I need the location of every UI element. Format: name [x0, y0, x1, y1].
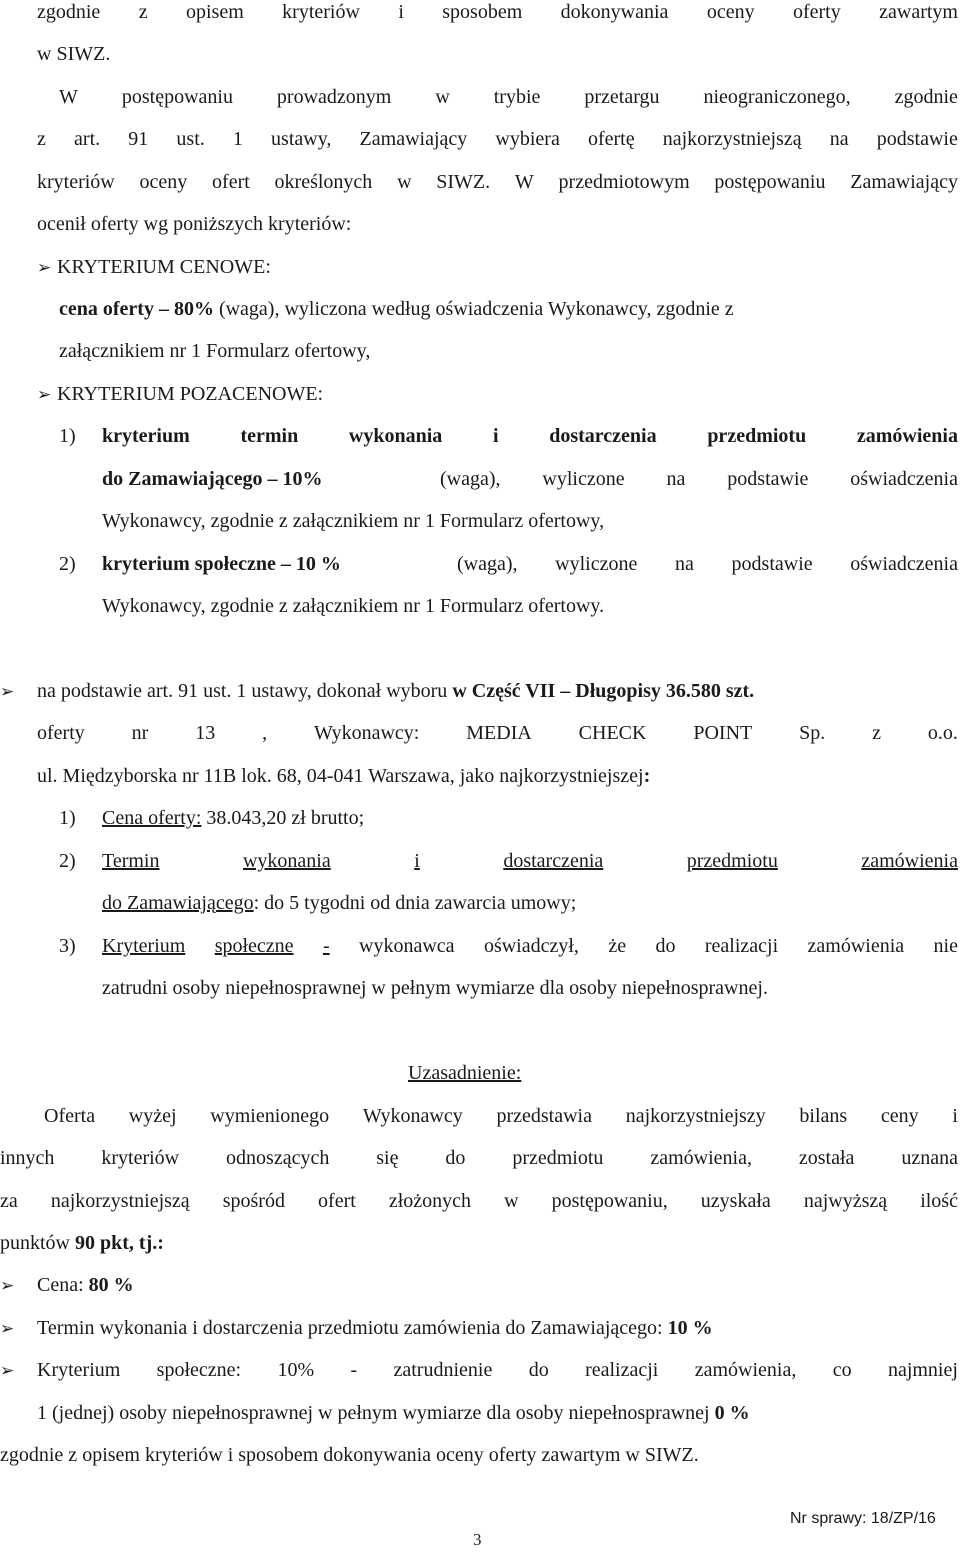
crit-item-2-rest — [457, 552, 958, 576]
word: wymienionego — [210, 1105, 330, 1127]
word: ust. — [176, 128, 205, 150]
justification-closing: zgodnie z opisem kryteriów i sposobem dokonywania oceny oferty zawartym w SIWZ. — [0, 1444, 699, 1466]
arrow-bullet-icon: ➢ — [37, 258, 52, 278]
word: uzyskała — [700, 1190, 771, 1212]
crit-item-1-bold: do Zamawiającego – 10% — [102, 468, 323, 490]
sel-item-1-value: 38.043,20 zł brutto; — [201, 807, 365, 829]
word: CHECK — [578, 722, 647, 744]
word: art. — [74, 128, 101, 150]
word: do — [445, 1147, 466, 1169]
word: (waga), — [457, 553, 518, 575]
word: społeczne: — [156, 1359, 242, 1381]
word: SIWZ. — [436, 171, 491, 193]
word: zamówienia — [856, 425, 958, 447]
word: Zamawiający — [359, 128, 468, 150]
word: określonych — [274, 171, 373, 193]
word: spośród — [222, 1190, 285, 1212]
word: podstawie — [727, 468, 809, 490]
score-term-value: 10 % — [667, 1317, 713, 1339]
selection-address: ul. Międzyborska nr 11B lok. 68, 04-041 Warszawa, jako najkorzystniejszej — [37, 765, 644, 787]
word: uznana — [901, 1147, 958, 1169]
intro-line-2: w SIWZ. — [37, 43, 111, 65]
word: 10% — [277, 1359, 315, 1381]
word: wykonawca — [359, 935, 455, 957]
word: na — [666, 468, 686, 490]
sel-item-3-num: 3) — [59, 935, 76, 957]
word: podstawie — [731, 553, 813, 575]
intro-line-4 — [37, 127, 958, 151]
word: odnoszących — [226, 1147, 330, 1169]
word: Kryterium — [37, 1359, 121, 1381]
word: kryterium — [102, 425, 190, 447]
points-label: punktów — [0, 1232, 75, 1254]
word: najkorzystniejszą — [50, 1190, 190, 1212]
score-social-line-2 — [37, 1401, 750, 1425]
word: się — [376, 1147, 399, 1169]
crit-item-2-num: 2) — [59, 553, 76, 575]
word: co — [832, 1359, 852, 1381]
word: bilans — [799, 1105, 848, 1127]
word: prowadzonym — [276, 86, 392, 108]
crit-price-line-2: załącznikiem nr 1 Formularz ofertowy, — [59, 340, 371, 362]
word: zamówienia — [861, 850, 958, 872]
word: Oferta — [44, 1105, 96, 1127]
justification-line-1 — [44, 1104, 958, 1128]
word: na — [675, 553, 694, 575]
score-social-text: 1 (jednej) osoby niepełnosprawnej w pełnym wymiarze dla osoby niepełnosprawnej — [37, 1402, 715, 1424]
word: oświadczył, — [483, 935, 579, 957]
word: realizacji — [585, 1359, 659, 1381]
word: Kryterium — [102, 935, 186, 957]
case-number: Nr sprawy: 18/ZP/16 — [790, 1510, 936, 1527]
word: oferty — [37, 722, 85, 744]
word: ofert — [318, 1190, 356, 1212]
crit-price-heading: KRYTERIUM CENOWE: — [57, 256, 271, 278]
word: (waga), — [440, 468, 501, 490]
word: W — [59, 86, 78, 108]
arrow-bullet-icon: ➢ — [0, 1276, 15, 1296]
word: Wykonawcy: — [313, 722, 420, 744]
arrow-bullet-icon: ➢ — [0, 1319, 15, 1339]
word: i — [952, 1105, 958, 1127]
crit-price-line-1 — [59, 297, 734, 321]
word: wyliczone — [555, 553, 638, 575]
word: Zamawiający — [850, 171, 958, 193]
word: została — [798, 1147, 855, 1169]
word: dokonywania — [560, 1, 669, 23]
word: że — [608, 935, 627, 957]
word: W — [514, 171, 534, 193]
crit-item-1-line-2-bold — [102, 467, 323, 491]
word: przedstawia — [496, 1105, 592, 1127]
word: ofertę — [587, 128, 635, 150]
intro-line-6: ocenił oferty wg poniższych kryteriów: — [37, 213, 352, 235]
word: za — [0, 1190, 18, 1212]
selection-plain: na podstawie art. 91 ust. 1 ustawy, dokonał wyboru — [37, 680, 453, 702]
word: i — [492, 425, 499, 447]
word: najkorzystniejszą — [662, 128, 802, 150]
justification-heading: Uzasadnienie: — [408, 1062, 522, 1084]
justification-line-3 — [0, 1189, 958, 1213]
word: dostarczenia — [549, 425, 657, 447]
word: nie — [933, 935, 958, 957]
crit-item-1-num: 1) — [59, 425, 76, 447]
word: przedmiotowym — [558, 171, 690, 193]
word: w — [397, 171, 412, 193]
word: o.o. — [927, 722, 958, 744]
word: Termin — [102, 850, 160, 872]
word: społeczne — [214, 935, 294, 957]
crit-price-heading-row — [37, 255, 271, 280]
sel-item-2-value: : do 5 tygodni od dnia zawarcia umowy; — [253, 892, 577, 914]
word: zamówienia, — [650, 1147, 752, 1169]
word: z — [138, 1, 148, 23]
intro-line-5 — [37, 170, 958, 194]
word: oceny — [139, 171, 188, 193]
word: 91 — [128, 128, 149, 150]
score-bullet-social-arrow — [0, 1358, 20, 1383]
selection-colon: : — [643, 765, 651, 787]
word: kryteriów — [282, 1, 360, 23]
word: przedmiotu — [512, 1147, 604, 1169]
word: przedmiotu — [707, 425, 807, 447]
word: postępowaniu, — [551, 1190, 668, 1212]
intro-line-1 — [37, 0, 958, 24]
selection-line-2 — [37, 721, 958, 745]
score-price-label: Cena: — [37, 1274, 89, 1296]
arrow-bullet-icon: ➢ — [0, 1361, 15, 1381]
word: najwyższą — [803, 1190, 888, 1212]
word: z — [37, 128, 46, 150]
word: innych — [0, 1147, 55, 1169]
word: oświadczenia — [850, 468, 958, 490]
points-value: 90 pkt, tj.: — [75, 1232, 164, 1254]
word: oferty — [792, 1, 841, 23]
word: opisem — [185, 1, 244, 23]
sel-item-2-line-2 — [102, 891, 576, 915]
sel-item-1-num: 1) — [59, 807, 76, 829]
word: i — [398, 1, 404, 23]
word: do — [528, 1359, 549, 1381]
word: wyżej — [128, 1105, 177, 1127]
word: ilość — [920, 1190, 958, 1212]
score-price-value: 80 % — [88, 1274, 134, 1296]
word: zgodnie — [894, 86, 958, 108]
sel-item-1 — [102, 806, 364, 830]
word: Wykonawcy — [362, 1105, 463, 1127]
word: najmniej — [887, 1359, 958, 1381]
word: oceny — [706, 1, 755, 23]
crit-price-bold: cena oferty – 80% — [59, 298, 214, 320]
word: nr — [131, 722, 149, 744]
word: Sp. — [799, 722, 826, 744]
word: postępowaniu — [121, 86, 233, 108]
selection-line-3 — [37, 764, 650, 788]
word: nieograniczonego, — [703, 86, 851, 108]
word: złożonych — [388, 1190, 472, 1212]
intro-line-3 — [59, 85, 958, 109]
justification-line-4 — [0, 1231, 164, 1255]
crit-item-2-bold-wrap — [102, 552, 341, 576]
word: w — [435, 86, 450, 108]
sel-item-3-line-1 — [102, 934, 958, 958]
word: przedmiotu — [686, 850, 778, 872]
crit-item-1-line-1 — [102, 424, 958, 448]
word: oświadczenia — [850, 553, 958, 575]
word: przetargu — [584, 86, 660, 108]
word: realizacji — [704, 935, 779, 957]
page-number: 3 — [473, 1530, 482, 1549]
word: POINT — [693, 722, 753, 744]
word: wykonania — [242, 850, 331, 872]
word: w — [504, 1190, 519, 1212]
justification-line-2 — [0, 1146, 958, 1170]
selection-bold: w Część VII – Długopisy 36.580 szt. — [452, 680, 755, 702]
crit-item-2-bold: kryterium społeczne – 10 % — [102, 553, 341, 575]
crit-nonprice-heading: KRYTERIUM POZACENOWE: — [57, 383, 324, 405]
word: wybiera — [495, 128, 560, 150]
word: kryteriów — [101, 1147, 180, 1169]
word: wyliczone — [542, 468, 625, 490]
word: dostarczenia — [503, 850, 604, 872]
word: 1 — [232, 128, 243, 150]
word: ofert — [212, 171, 250, 193]
score-bullet-term — [0, 1316, 713, 1341]
score-social-value: 0 % — [714, 1402, 750, 1424]
word: postępowaniu — [714, 171, 826, 193]
word: podstawie — [876, 128, 958, 150]
score-social-line-1 — [37, 1358, 958, 1382]
score-bullet-price — [0, 1273, 134, 1298]
word: - — [322, 935, 330, 957]
crit-price-rest: (waga), wyliczona według oświadczenia Wykonawcy, zgodnie z — [213, 298, 734, 320]
word: - — [350, 1359, 358, 1381]
word: ceny — [880, 1105, 919, 1127]
word: MEDIA — [466, 722, 532, 744]
word: zgodnie — [37, 1, 101, 23]
sel-item-2-num: 2) — [59, 850, 76, 872]
sel-item-2-label: do Zamawiającego — [102, 892, 254, 914]
crit-nonprice-heading-row — [37, 382, 323, 407]
word: na — [829, 128, 849, 150]
arrow-bullet-icon: ➢ — [37, 385, 52, 405]
sel-item-1-label: Cena oferty: — [102, 807, 202, 829]
word: zatrudnienie — [393, 1359, 493, 1381]
word: z — [872, 722, 881, 744]
word: kryteriów — [37, 171, 115, 193]
crit-item-1-line-2-rest — [440, 467, 958, 491]
word: , — [262, 722, 268, 744]
sel-item-3-line-2: zatrudni osoby niepełnosprawnej w pełnym wymiarze dla osoby niepełnosprawnej. — [102, 977, 768, 999]
score-term-label: Termin wykonania i dostarczenia przedmiotu zamówienia do Zamawiającego: — [37, 1317, 668, 1339]
crit-item-2-line-2: Wykonawcy, zgodnie z załącznikiem nr 1 Formularz ofertowy. — [102, 595, 605, 617]
sel-item-2-line-1 — [102, 849, 958, 873]
word: wykonania — [348, 425, 443, 447]
word: i — [414, 850, 420, 872]
word: sposobem — [442, 1, 523, 23]
word: trybie — [493, 86, 541, 108]
word: ustawy, — [271, 128, 332, 150]
word: zamówienia — [807, 935, 905, 957]
word: zawartym — [879, 1, 958, 23]
word: 13 — [195, 722, 216, 744]
word: zamówienia, — [694, 1359, 797, 1381]
word: do — [655, 935, 676, 957]
selection-line-1 — [0, 679, 754, 704]
crit-item-1-line-3: Wykonawcy, zgodnie z załącznikiem nr 1 Formularz ofertowy, — [102, 510, 605, 532]
word: termin — [240, 425, 299, 447]
word: najkorzystniejszy — [625, 1105, 766, 1127]
arrow-bullet-icon: ➢ — [0, 682, 15, 702]
